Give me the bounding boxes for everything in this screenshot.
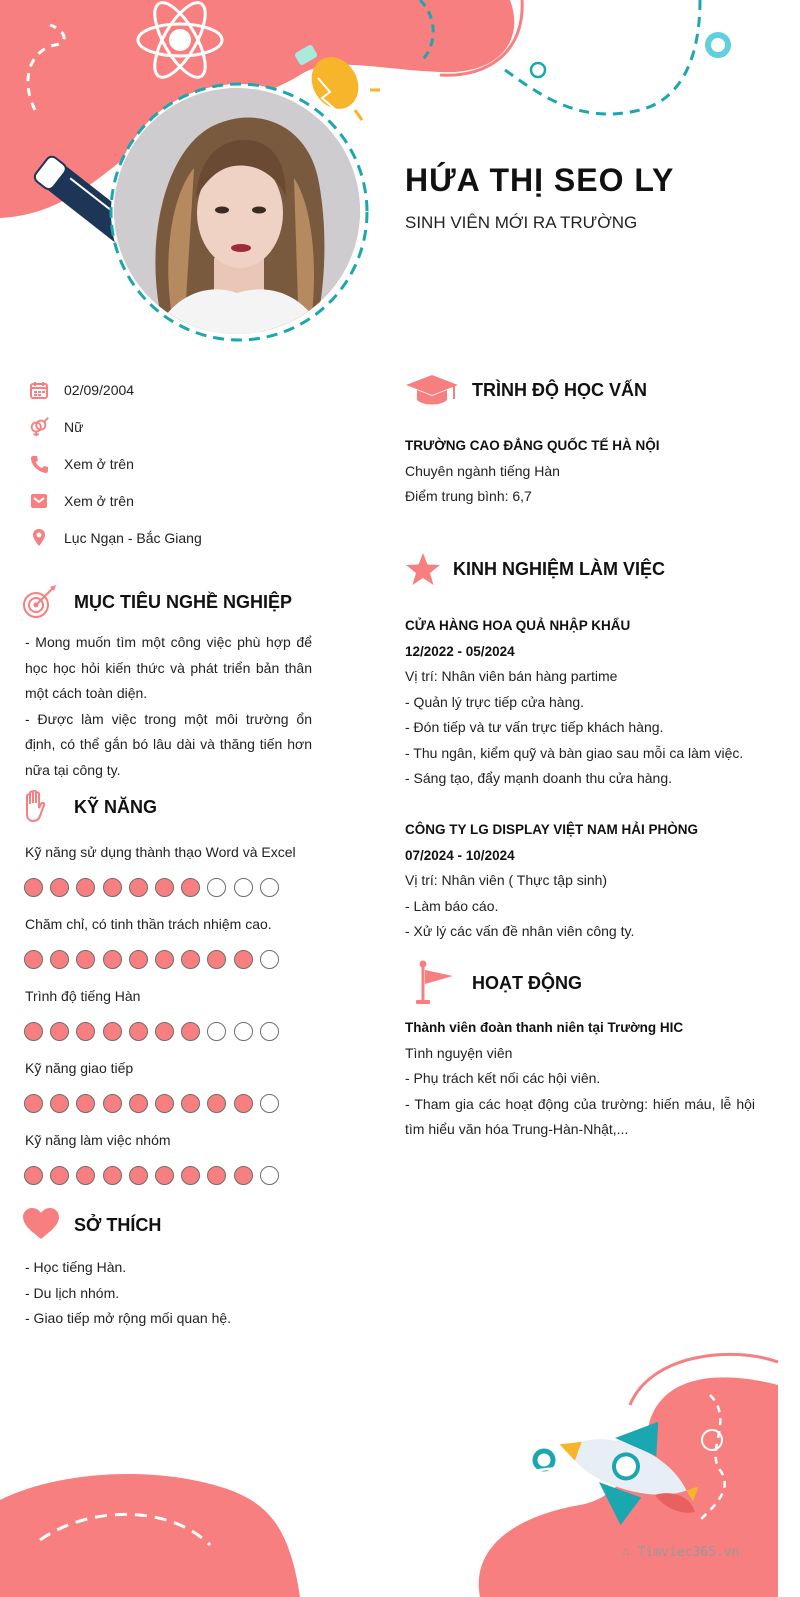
contact-birthday <box>28 378 358 402</box>
rating-dot-filled <box>24 950 43 969</box>
rating-dot-empty <box>207 1022 226 1041</box>
phone-value: Xem ở trên <box>64 456 134 472</box>
job-line: - Làm báo cáo. <box>405 897 499 914</box>
rating-dot-filled <box>76 1022 95 1041</box>
gpa: Điểm trung bình: 6,7 <box>405 488 532 504</box>
location-pin-icon <box>28 527 50 549</box>
job-line: Vị trí: Nhân viên ( Thực tập sinh) <box>405 872 608 888</box>
rating-dot-filled <box>50 950 69 969</box>
skill-rating <box>24 950 279 969</box>
skill-label: Kỹ năng sử dụng thành thạo Word và Excel <box>25 844 296 860</box>
rating-dot-filled <box>103 1166 122 1185</box>
rating-dot-filled <box>103 1094 122 1113</box>
skill-rating <box>24 1022 279 1041</box>
rating-dot-filled <box>129 878 148 897</box>
job-period: 12/2022 - 05/2024 <box>405 643 515 659</box>
rating-dot-filled <box>234 1094 253 1113</box>
watermark: ∴ Timviec365.vn <box>622 1545 740 1560</box>
job-line: - Thu ngân, kiểm quỹ và bàn giao sau mỗi ca làm việc. <box>405 744 744 761</box>
objective-title: MỤC TIÊU NGHỀ NGHIỆP <box>74 591 293 612</box>
avatar <box>114 88 360 334</box>
rating-dot-filled <box>76 878 95 897</box>
objective-line: - Được làm việc trong một môi trường ổn định, có thể gắn bó lâu dài và thăng tiến hơn nữa tại công ty. <box>25 710 312 778</box>
contact-address <box>28 526 358 550</box>
skill-rating <box>24 1166 279 1185</box>
job-line: - Sáng tạo, đẩy mạnh doanh thu cửa hàng. <box>405 770 673 786</box>
rating-dot-filled <box>234 1166 253 1185</box>
rating-dot-filled <box>24 1094 43 1113</box>
activity-line: - Tham gia các hoạt động của trường: hiến máu, lễ hội tìm hiểu văn hóa Trung-Hàn-Nhật,... <box>405 1095 755 1137</box>
rating-dot-filled <box>103 950 122 969</box>
hobby-item: - Giao tiếp mở rộng mối quan hệ. <box>25 1310 232 1326</box>
rating-dot-filled <box>129 1094 148 1113</box>
skills-title: KỸ NĂNG <box>74 796 158 817</box>
skill-rating <box>24 1094 279 1113</box>
contact-email <box>28 489 358 513</box>
candidate-name: HỨA THỊ SEO LY <box>405 162 675 198</box>
rating-dot-filled <box>129 950 148 969</box>
target-icon <box>22 585 62 619</box>
hobbies-heading <box>22 1208 161 1242</box>
experience-title: KINH NGHIỆM LÀM VIỆC <box>453 558 666 579</box>
job-line: - Quản lý trực tiếp cửa hàng. <box>405 693 585 710</box>
rating-dot-filled <box>76 1094 95 1113</box>
skill-label: Trình độ tiếng Hàn <box>25 988 141 1004</box>
rating-dot-empty <box>234 878 253 897</box>
job-line: - Đón tiếp và tư vấn trực tiếp khách hàng. <box>405 719 664 735</box>
rating-dot-filled <box>103 1022 122 1041</box>
rating-dot-filled <box>155 878 174 897</box>
candidate-title: SINH VIÊN MỚI RA TRƯỜNG <box>405 213 638 232</box>
education-heading <box>405 373 647 407</box>
rating-dot-filled <box>50 1022 69 1041</box>
job-company: CỬA HÀNG HOA QUẢ NHẬP KHẨU <box>405 618 631 633</box>
rating-dot-filled <box>50 878 69 897</box>
gender-icon <box>28 416 50 438</box>
hand-icon <box>22 790 62 824</box>
rating-dot-empty <box>260 1166 279 1185</box>
rating-dot-filled <box>129 1022 148 1041</box>
skill-rating <box>24 878 279 897</box>
rating-dot-filled <box>50 1166 69 1185</box>
rating-dot-filled <box>207 1166 226 1185</box>
email-value: Xem ở trên <box>64 493 134 509</box>
job-line: - Xử lý các vấn đề nhân viên công ty. <box>405 923 635 939</box>
job-entry <box>405 613 765 792</box>
rating-dot-filled <box>103 878 122 897</box>
activities-title: HOẠT ĐỘNG <box>472 972 582 993</box>
rating-dot-empty <box>234 1022 253 1041</box>
rating-dot-filled <box>155 950 174 969</box>
activities-heading <box>413 960 582 1006</box>
objective-text <box>25 630 312 783</box>
education-title: TRÌNH ĐỘ HỌC VẤN <box>472 379 647 400</box>
job-period: 07/2024 - 10/2024 <box>405 847 515 863</box>
calendar-icon <box>28 379 50 401</box>
rating-dot-filled <box>155 1022 174 1041</box>
job-entry <box>405 817 765 945</box>
rating-dot-filled <box>24 1022 43 1041</box>
rating-dot-filled <box>155 1094 174 1113</box>
rating-dot-empty <box>260 878 279 897</box>
graduation-cap-icon <box>405 373 461 407</box>
activity-org: Thành viên đoàn thanh niên tại Trường HIC <box>405 1020 684 1035</box>
rating-dot-filled <box>50 1094 69 1113</box>
job-line: Vị trí: Nhân viên bán hàng partime <box>405 668 618 684</box>
activity-role: Tình nguyện viên <box>405 1044 513 1061</box>
objective-line: - Mong muốn tìm một công việc phù hợp để học học hỏi kiến thức và phát triển bản thân một cách toàn diện. <box>25 634 312 701</box>
rating-dot-filled <box>234 950 253 969</box>
rating-dot-filled <box>129 1166 148 1185</box>
skill-label: Chăm chỉ, có tinh thần trách nhiệm cao. <box>25 916 272 932</box>
rating-dot-empty <box>260 1022 279 1041</box>
hobby-item: - Du lịch nhóm. <box>25 1284 120 1301</box>
rating-dot-filled <box>76 1166 95 1185</box>
major: Chuyên ngành tiếng Hàn <box>405 462 560 479</box>
rating-dot-filled <box>181 1094 200 1113</box>
activities-content <box>405 1015 755 1143</box>
gender-value: Nữ <box>64 419 84 435</box>
phone-icon <box>28 453 50 475</box>
rating-dot-filled <box>207 1094 226 1113</box>
job-company: CÔNG TY LG DISPLAY VIỆT NAM HẢI PHÒNG <box>405 822 699 837</box>
rating-dot-filled <box>24 878 43 897</box>
heart-icon <box>22 1208 62 1242</box>
skills-heading <box>22 790 157 824</box>
rating-dot-empty <box>207 878 226 897</box>
rating-dot-filled <box>181 950 200 969</box>
school-name: TRƯỜNG CAO ĐẲNG QUỐC TẾ HÀ NỘI <box>405 438 660 453</box>
star-icon <box>405 552 441 586</box>
rating-dot-filled <box>181 878 200 897</box>
education-content <box>405 433 755 510</box>
hobby-item: - Học tiếng Hàn. <box>25 1259 127 1275</box>
rating-dot-filled <box>181 1022 200 1041</box>
activity-line: - Phụ trách kết nối các hội viên. <box>405 1070 601 1086</box>
rating-dot-empty <box>260 1094 279 1113</box>
experience-heading <box>405 552 665 586</box>
mail-icon <box>28 490 50 512</box>
contact-gender <box>28 415 358 439</box>
contact-phone <box>28 452 358 476</box>
hobbies-title: SỞ THÍCH <box>74 1214 162 1235</box>
flag-icon <box>413 960 461 1006</box>
rating-dot-filled <box>181 1166 200 1185</box>
address-value: Lục Ngạn - Bắc Giang <box>64 530 202 546</box>
rating-dot-filled <box>155 1166 174 1185</box>
hobbies-list <box>25 1255 231 1332</box>
rating-dot-filled <box>207 950 226 969</box>
rating-dot-filled <box>24 1166 43 1185</box>
birthday-value: 02/09/2004 <box>64 382 135 398</box>
skill-label: Kỹ năng làm việc nhóm <box>25 1132 171 1148</box>
rating-dot-empty <box>260 950 279 969</box>
skill-label: Kỹ năng giao tiếp <box>25 1060 134 1076</box>
rating-dot-filled <box>76 950 95 969</box>
objective-heading <box>22 585 292 619</box>
